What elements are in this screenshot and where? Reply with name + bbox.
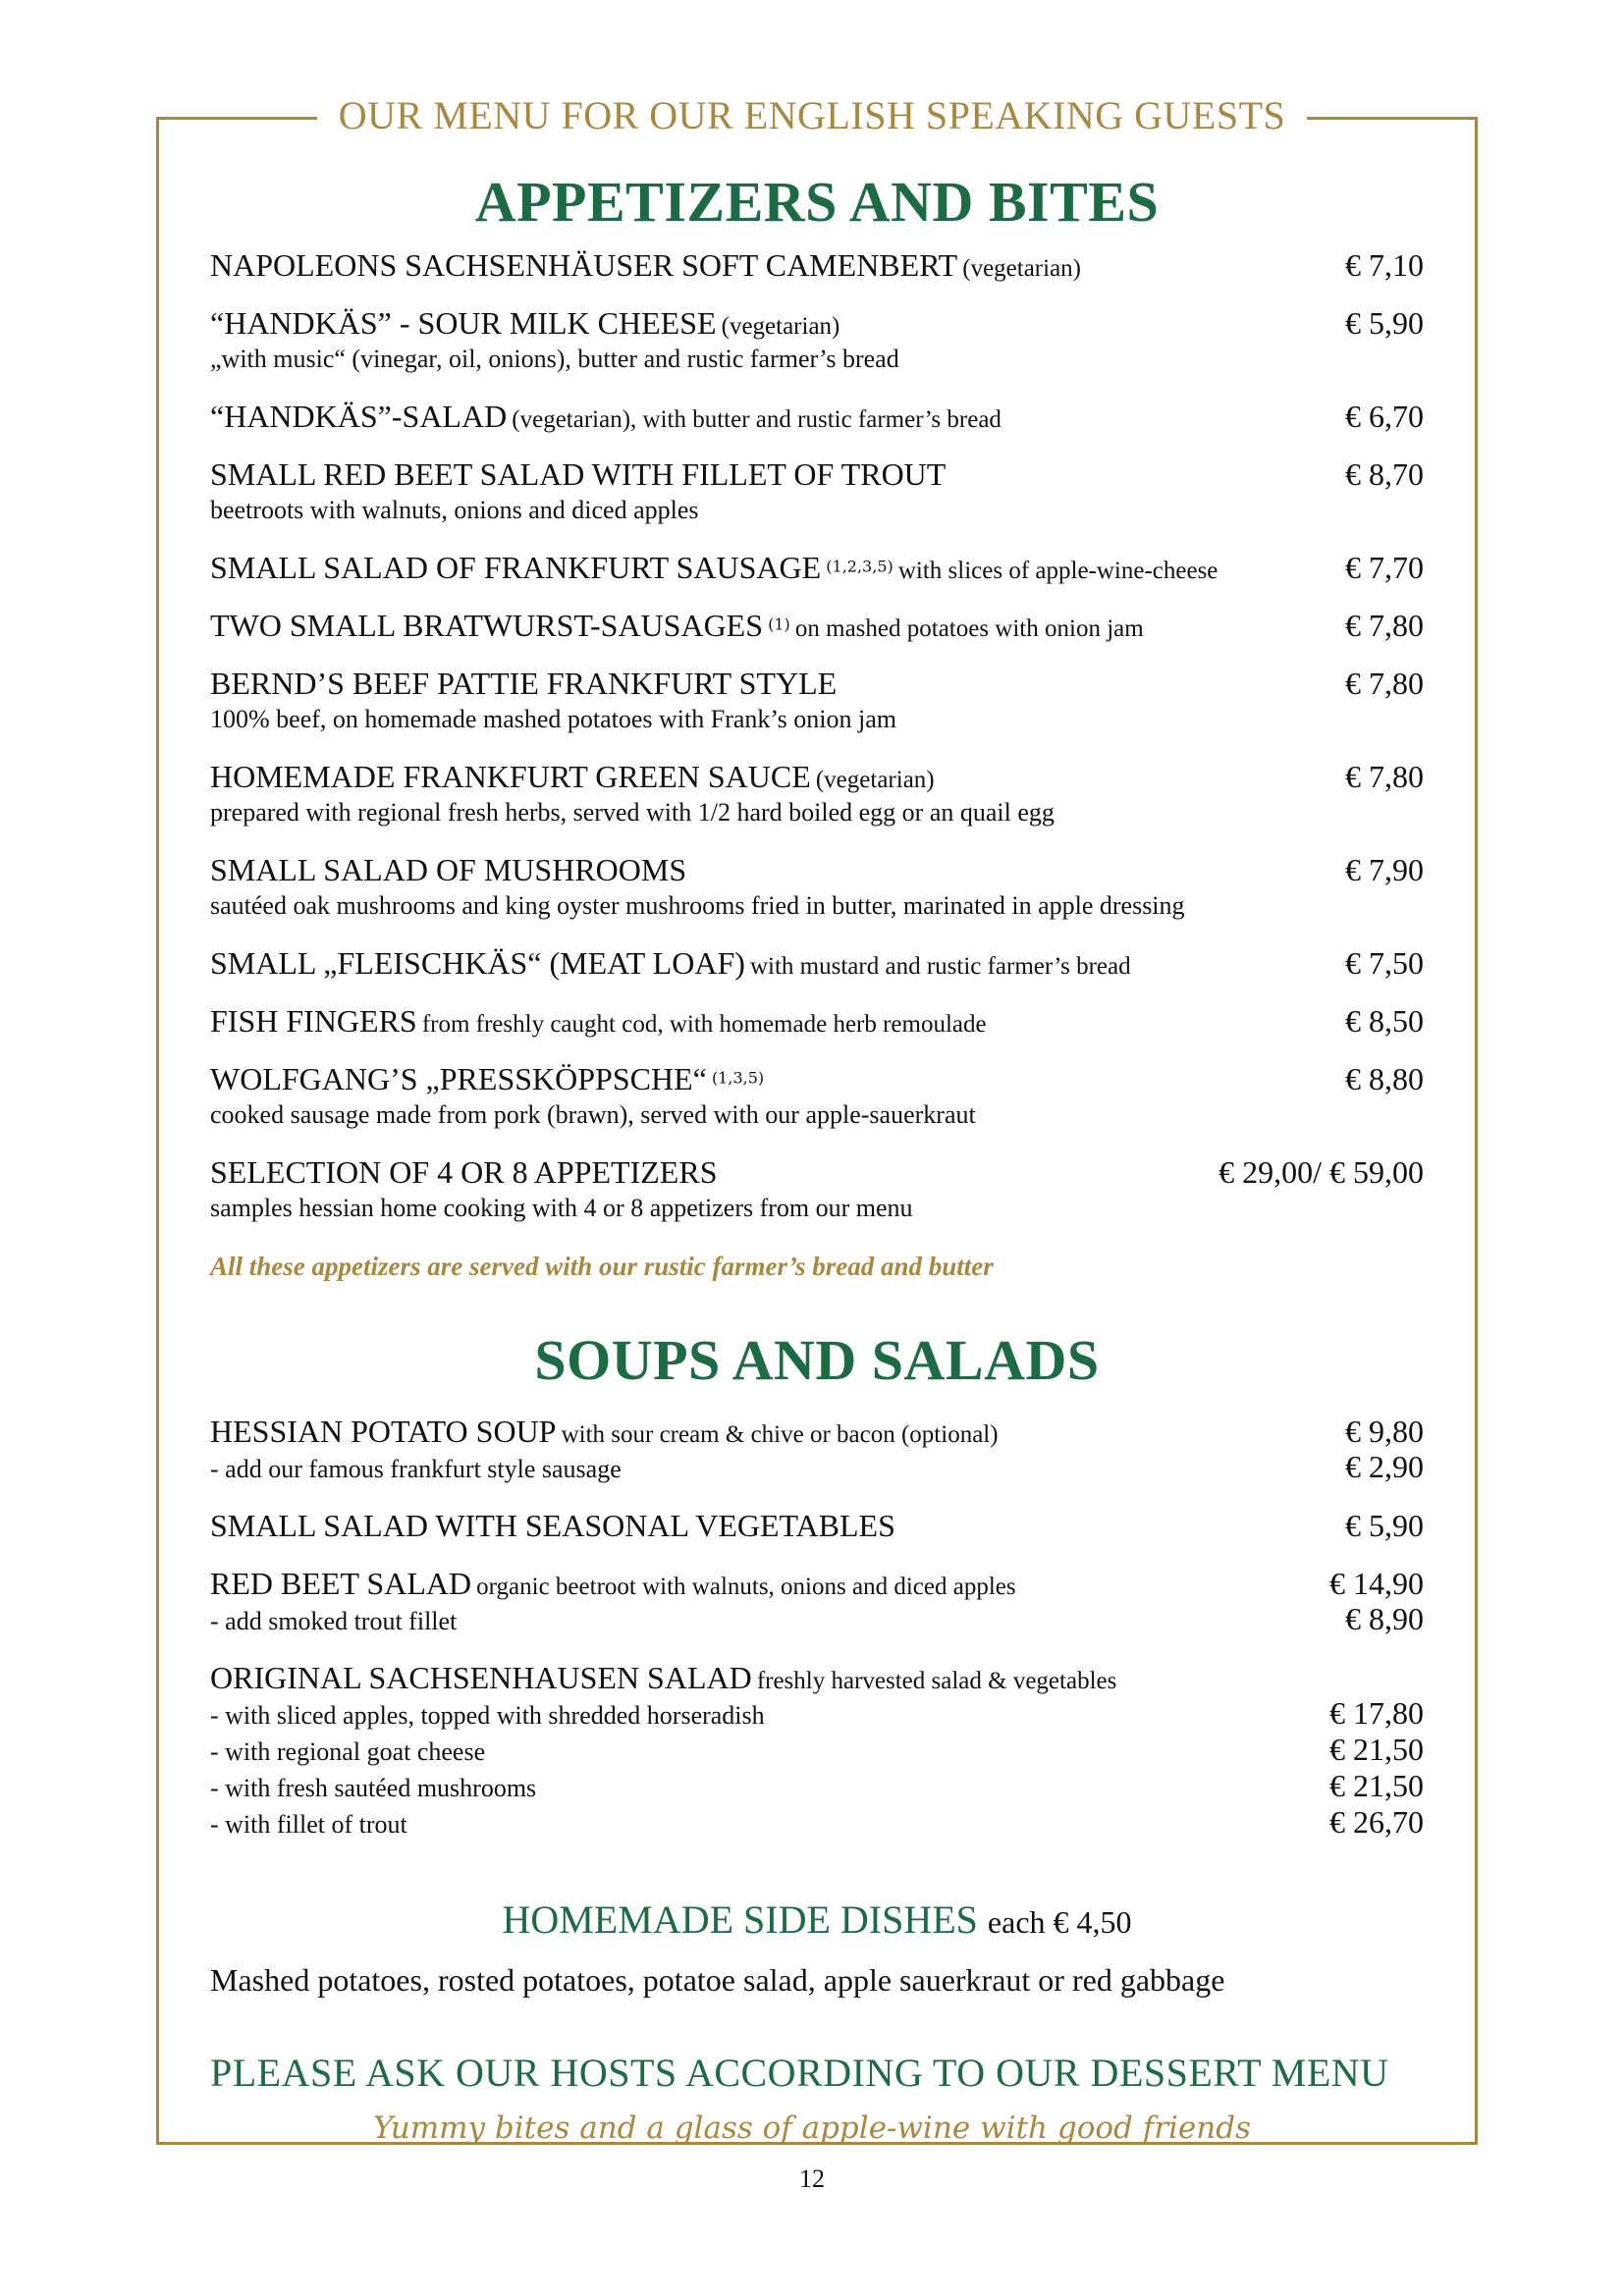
item-name: HOMEMADE FRANKFURT GREEN SAUCE	[210, 759, 811, 794]
footer-tagline: Yummy bites and a glass of apple-wine with good friends	[373, 2110, 1251, 2146]
item-price: € 7,80	[1345, 608, 1424, 643]
menu-item-small-salad	[210, 1508, 1424, 1544]
item-price: € 7,10	[1345, 247, 1424, 283]
item-description: sautéed oak mushrooms and king oyster mushrooms fried in butter, marinated in apple dressing	[210, 891, 1185, 920]
menu-item	[210, 1154, 1424, 1226]
item-price: € 7,70	[1345, 550, 1424, 585]
menu-content	[210, 167, 1424, 2096]
salad-option-price: € 26,70	[1329, 1804, 1424, 1840]
menu-item-red-beet-salad	[210, 1566, 1424, 1638]
salad-option-label: - with fresh sautéed mushrooms	[210, 1774, 537, 1802]
item-name: TWO SMALL BRATWURST-SAUSAGES	[210, 608, 764, 643]
item-note: with sour cream & chive or bacon (optional)	[561, 1421, 999, 1448]
item-name: HESSIAN POTATO SOUP	[210, 1414, 557, 1449]
menu-item	[210, 1061, 1424, 1133]
item-note: from freshly caught cod, with homemade herb remoulade	[421, 1011, 987, 1038]
dessert-notice: PLEASE ASK OUR HOSTS ACCORDING TO OUR DESSERT MENU	[210, 2051, 1389, 2095]
item-name: “HANDKÄS” - SOUR MILK CHEESE	[210, 305, 717, 341]
item-price: € 14,90	[1329, 1566, 1424, 1601]
appetizers-footnote: All these appetizers are served with our rustic farmer’s bread and butter	[210, 1252, 994, 1281]
side-dishes-list: Mashed potatoes, rosted potatoes, potatoe salad, apple sauerkraut or red gabbage	[210, 1962, 1225, 1998]
appetizers-title: APPETIZERS AND BITES	[474, 170, 1160, 234]
item-allergens: (1,2,3,5)	[826, 557, 893, 576]
item-allergens: (1,3,5)	[711, 1068, 765, 1088]
item-name: RED BEET SALAD	[210, 1566, 472, 1601]
salad-option	[210, 1805, 1424, 1842]
item-name: SMALL RED BEET SALAD WITH FILLET OF TROUT	[210, 456, 947, 492]
menu-item-potato-soup	[210, 1414, 1424, 1486]
side-dishes-price: each € 4,50	[987, 1904, 1132, 1940]
salad-option	[210, 1696, 1424, 1733]
item-addon: - add our famous frankfurt style sausage	[210, 1455, 622, 1483]
item-name: “HANDKÄS”-SALAD	[210, 399, 508, 434]
item-allergens: (1)	[768, 614, 790, 634]
menu-item	[210, 852, 1424, 924]
item-name: ORIGINAL SACHSENHAUSEN SALAD	[210, 1660, 752, 1695]
menu-item	[210, 608, 1424, 644]
menu-item-original-salad	[210, 1660, 1424, 1842]
item-note: freshly harvested salad & vegetables	[756, 1668, 1117, 1694]
item-description: cooked sausage made from pork (brawn), served with our apple-sauerkraut	[210, 1100, 976, 1129]
side-dishes-heading: HOMEMADE SIDE DISHES	[502, 1897, 978, 1942]
item-note: (vegetarian)	[721, 313, 840, 340]
salad-option	[210, 1769, 1424, 1805]
item-price: € 9,80	[1345, 1414, 1424, 1449]
item-description: prepared with regional fresh herbs, served with 1/2 hard boiled egg or an quail egg	[210, 798, 1055, 827]
item-note: (vegetarian), with butter and rustic farmer’s bread	[512, 406, 1001, 433]
item-name: NAPOLEONS SACHSENHÄUSER SOFT CAMENBERT	[210, 247, 958, 283]
item-name: SMALL SALAD OF MUSHROOMS	[210, 852, 687, 887]
item-description: samples hessian home cooking with 4 or 8 appetizers from our menu	[210, 1194, 913, 1222]
item-price: € 7,80	[1345, 759, 1424, 794]
item-name: SMALL SALAD WITH SEASONAL VEGETABLES	[210, 1508, 895, 1543]
item-description: „with music“ (vinegar, oil, onions), butter and rustic farmer’s bread	[210, 345, 899, 373]
item-name: SMALL SALAD OF FRANKFURT SAUSAGE	[210, 550, 822, 585]
item-price: € 8,80	[1345, 1061, 1424, 1096]
item-price: € 7,50	[1345, 945, 1424, 981]
item-price: € 29,00/ € 59,00	[1218, 1154, 1424, 1190]
salad-options	[210, 1696, 1424, 1842]
menu-item	[210, 456, 1424, 528]
appetizer-list	[210, 247, 1424, 1226]
menu-item	[210, 666, 1424, 737]
menu-item	[210, 399, 1424, 435]
side-dishes-title	[210, 1896, 1424, 1943]
salad-option-label: - with fillet of trout	[210, 1810, 407, 1839]
item-price: € 7,80	[1345, 666, 1424, 701]
item-price: € 6,70	[1345, 399, 1424, 434]
menu-item	[210, 945, 1424, 982]
item-note: (vegetarian)	[815, 767, 935, 793]
item-note: (vegetarian)	[962, 255, 1082, 282]
item-name: FISH FINGERS	[210, 1003, 417, 1039]
page-number: 12	[799, 2164, 825, 2193]
menu-header-title: OUR MENU FOR OUR ENGLISH SPEAKING GUESTS	[317, 92, 1308, 138]
item-price: € 5,90	[1345, 305, 1424, 341]
item-description: 100% beef, on homemade mashed potatoes with Frank’s onion jam	[210, 705, 896, 733]
item-note: on mashed potatoes with onion jam	[794, 615, 1144, 642]
salad-option	[210, 1733, 1424, 1769]
item-note: with slices of apple-wine-cheese	[897, 558, 1218, 584]
item-name: SMALL „FLEISCHKÄS“ (MEAT LOAF)	[210, 945, 745, 981]
item-name: WOLFGANG’S „PRESSKÖPPSCHE“	[210, 1061, 707, 1096]
salad-option-price: € 21,50	[1329, 1768, 1424, 1803]
item-price: € 7,90	[1345, 852, 1424, 887]
menu-item	[210, 550, 1424, 586]
item-name: BERND’S BEEF PATTIE FRANKFURT STYLE	[210, 666, 838, 701]
item-price: € 5,90	[1345, 1508, 1424, 1543]
item-note: with mustard and rustic farmer’s bread	[749, 953, 1131, 980]
menu-item	[210, 759, 1424, 830]
menu-item	[210, 1003, 1424, 1040]
menu-item	[210, 247, 1424, 284]
item-name: SELECTION OF 4 OR 8 APPETIZERS	[210, 1154, 718, 1190]
item-note: organic beetroot with walnuts, onions and diced apples	[476, 1574, 1016, 1600]
item-price: € 8,70	[1345, 456, 1424, 492]
item-addon: - add smoked trout fillet	[210, 1607, 458, 1635]
menu-item	[210, 305, 1424, 377]
soups-title: SOUPS AND SALADS	[534, 1328, 1100, 1392]
salad-option-label: - with sliced apples, topped with shredded horseradish	[210, 1701, 765, 1730]
salad-option-price: € 21,50	[1329, 1732, 1424, 1767]
salad-option-label: - with regional goat cheese	[210, 1737, 486, 1766]
item-addon-price: € 2,90	[1345, 1449, 1424, 1484]
item-price: € 8,50	[1345, 1003, 1424, 1039]
salad-option-price: € 17,80	[1329, 1695, 1424, 1731]
menu-header	[0, 92, 1624, 138]
item-addon-price: € 8,90	[1345, 1601, 1424, 1636]
item-description: beetroots with walnuts, onions and diced apples	[210, 496, 699, 524]
